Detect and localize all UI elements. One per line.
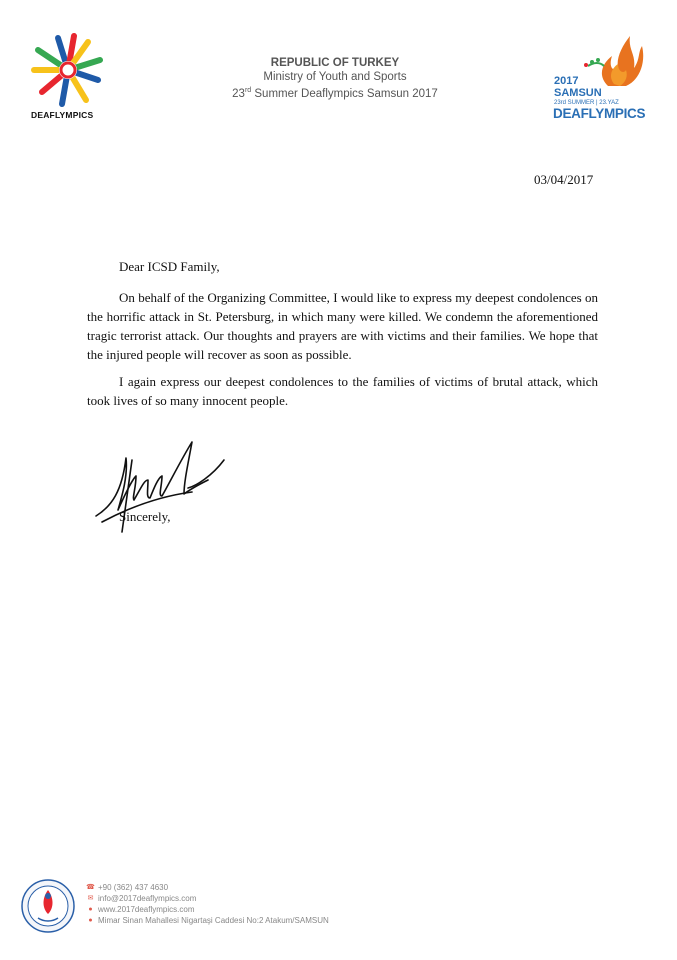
location-pin-icon: ● bbox=[88, 917, 93, 924]
ministry-seal bbox=[20, 878, 76, 938]
letterhead-title bbox=[200, 56, 470, 101]
right-logo-subline: 23rd SUMMER | 23.YAZ bbox=[554, 100, 619, 106]
header-event-name: Summer Deaflympics Samsun 2017 bbox=[251, 87, 438, 100]
footer-email-text[interactable]: info@2017deaflympics.com bbox=[98, 894, 197, 903]
letter-closing: Sincerely, bbox=[119, 509, 171, 524]
samsun-2017-logo bbox=[548, 28, 658, 128]
email-icon: ✉ bbox=[87, 895, 94, 902]
footer-address-text: Mimar Sinan Mahallesi Nigartaşi Caddesi No:2 Atakum/SAMSUN bbox=[98, 916, 329, 925]
letter-paragraph-2: I again express our deepest condolences to the families of victims of brutal attack, which took lives of so many innocent people. bbox=[87, 374, 598, 408]
letter-salutation: Dear ICSD Family, bbox=[119, 259, 220, 274]
footer-email[interactable] bbox=[86, 893, 329, 904]
footer-address bbox=[86, 915, 329, 926]
globe-icon: ● bbox=[88, 906, 93, 913]
footer-website-text[interactable]: www.2017deaflympics.com bbox=[98, 905, 195, 914]
footer-phone-text: +90 (362) 437 4630 bbox=[98, 883, 169, 892]
header-country: REPUBLIC OF TURKEY bbox=[270, 57, 400, 69]
right-logo-name: DEAFLYMPICS bbox=[553, 106, 646, 121]
deaflympics-hands-icon bbox=[28, 30, 108, 110]
deaflympics-logo bbox=[28, 30, 108, 120]
header-event bbox=[200, 84, 470, 101]
phone-icon: ☎ bbox=[86, 884, 95, 891]
left-logo-caption: DEAFLYMPICS bbox=[31, 110, 94, 120]
footer-contact bbox=[86, 882, 329, 926]
header-event-number: 23 bbox=[232, 87, 245, 100]
right-logo-city: SAMSUN bbox=[554, 87, 602, 99]
header-ministry: Ministry of Youth and Sports bbox=[263, 71, 407, 83]
header-event-ordinal: rd bbox=[244, 87, 252, 94]
right-logo-year: 2017 bbox=[554, 75, 579, 87]
letter-paragraph-1: On behalf of the Organizing Committee, I would like to express my deepest condolences on the horrific attack in St. Petersburg, in which many were killed. We condemn the aforementioned tragic terrorist attack. Our thoughts and prayers are with victims and their families. We hope that the injured people will recover as soon as possible. bbox=[87, 290, 598, 362]
footer-website[interactable] bbox=[86, 904, 329, 915]
footer-phone bbox=[86, 882, 329, 893]
letter-date: 03/04/2017 bbox=[534, 172, 594, 187]
